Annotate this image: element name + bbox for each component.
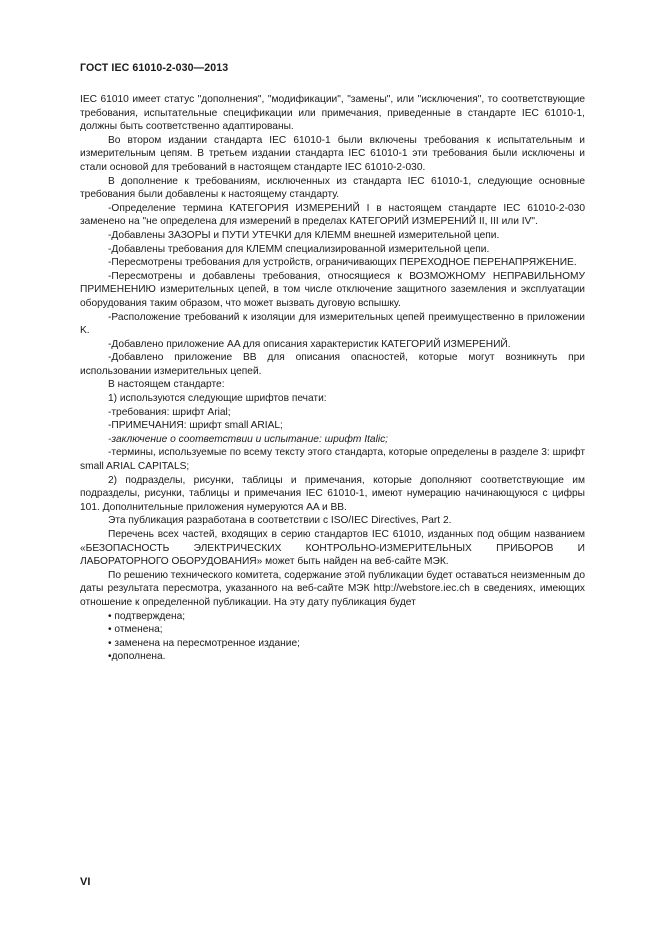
paragraph: 1) используются следующие шрифтов печати:	[108, 393, 327, 405]
paragraph: -термины, используемые по всему тексту этого стандарта, которые определены в разделе 3: шрифт small ARIAL CAPITALS;	[80, 447, 585, 473]
paragraph: По решению технического комитета, содержание этой публикации будет оставаться неизменным до даты результата пересмотра, указанного на веб-сайте МЭК http://webstore.iec.ch в сведениях, имеющих отношение к определенной публикации. На эту дату публикация будет	[80, 569, 585, 608]
paragraph: Во втором издании стандарта IEC 61010-1 были включены требования к испытательным и измерительным цепям. В третьем издании стандарта IEC 61010-1 эти требования были исключены и стали основой для требований в настоящем стандарте IEC 61010-2-030.	[80, 134, 585, 173]
paragraph: -Добавлены требования для КЛЕММ специализированной измерительной цепи.	[108, 243, 490, 255]
paragraph: Эта публикация разработана в соответствии с ISO/IEC Directives, Part 2.	[108, 515, 452, 527]
paragraph: -требования: шрифт Arial;	[108, 406, 231, 418]
paragraph: -ПРИМЕЧАНИЯ: шрифт small ARIAL;	[108, 420, 283, 432]
paragraph: IEC 61010 имеет статус "дополнения", "модификации", "замены", или "исключения", то соответствующие требования, испытательные спецификации или примечания, приведенные в стандарте IEC 61010-1, должны быть соответственно адаптированы.	[80, 94, 585, 133]
paragraph: Перечень всех частей, входящих в серию стандартов IEC 61010, изданных под общим названием «БЕЗОПАСНОСТЬ ЭЛЕКТРИЧЕСКИХ КОНТРОЛЬНО-ИЗМЕРИТЕЛЬНЫХ ПРИБОРОВ И ЛАБОРАТОРНОГО ОБОРУДОВАНИЯ» может быть найден на веб-сайте МЭК.	[80, 529, 585, 568]
paragraph: В настоящем стандарте:	[108, 379, 225, 391]
paragraph: -Добавлено приложение BB для описания опасностей, которые могут возникнуть при использовании измерительных цепей.	[80, 352, 585, 377]
paragraph: -заключение о соответствии и испытание: шрифт Italic;	[108, 433, 389, 445]
page-number: VI	[80, 876, 91, 888]
paragraph: -Добавлены ЗАЗОРЫ и ПУТИ УТЕЧКИ для КЛЕММ внешней измерительной цепи.	[108, 229, 500, 241]
paragraph: 2) подразделы, рисунки, таблицы и примечания, которые дополняют соответствующие им подразделы, рисунки, таблицы и примечания IEC 61010-1, имеют нумерацию начинающуюся с цифры 101. Дополнительные приложения нумеруются AA и BB.	[80, 474, 585, 513]
list-item: • заменена на пересмотренное издание;	[108, 637, 300, 649]
paragraph: -Добавлено приложение AA для описания характеристик КАТЕГОРИЙ ИЗМЕРЕНИЙ.	[108, 338, 511, 350]
paragraph: -Пересмотрены требования для устройств, ограничивающих ПЕРЕХОДНОЕ ПЕРЕНАПРЯЖЕНИЕ.	[108, 257, 577, 269]
paragraph: -Пересмотрены и добавлены требования, относящиеся к ВОЗМОЖНОМУ НЕПРАВИЛЬНОМУ ПРИМЕНЕНИЮ измерительных цепей, в том числе отключение защитного заземления и эксплуатации оборудования таким образом, что может вызвать дуговую вспышку.	[80, 270, 585, 309]
paragraph: -Определение термина КАТЕГОРИЯ ИЗМЕРЕНИЙ I в настоящем стандарте IEC 61010-2-030 заменено на "не определена для измерений в пределах КАТЕГОРИЙ ИЗМЕРЕНИЙ II, III или IV".	[80, 202, 585, 228]
list-item: • отменена;	[108, 624, 163, 636]
list-item: •дополнена.	[108, 651, 166, 663]
list-item: • подтверждена;	[108, 610, 186, 622]
document-body	[80, 93, 585, 664]
paragraph: -Расположение требований к изоляции для измерительных цепей преимущественно в приложении K.	[80, 311, 585, 337]
paragraph: В дополнение к требованиям, исключенных из стандарта IEC 61010-1, следующие основные требования были добавлены к настоящему стандарту.	[80, 175, 585, 201]
document-header: ГОСТ IEC 61010-2-030—2013	[80, 62, 229, 74]
